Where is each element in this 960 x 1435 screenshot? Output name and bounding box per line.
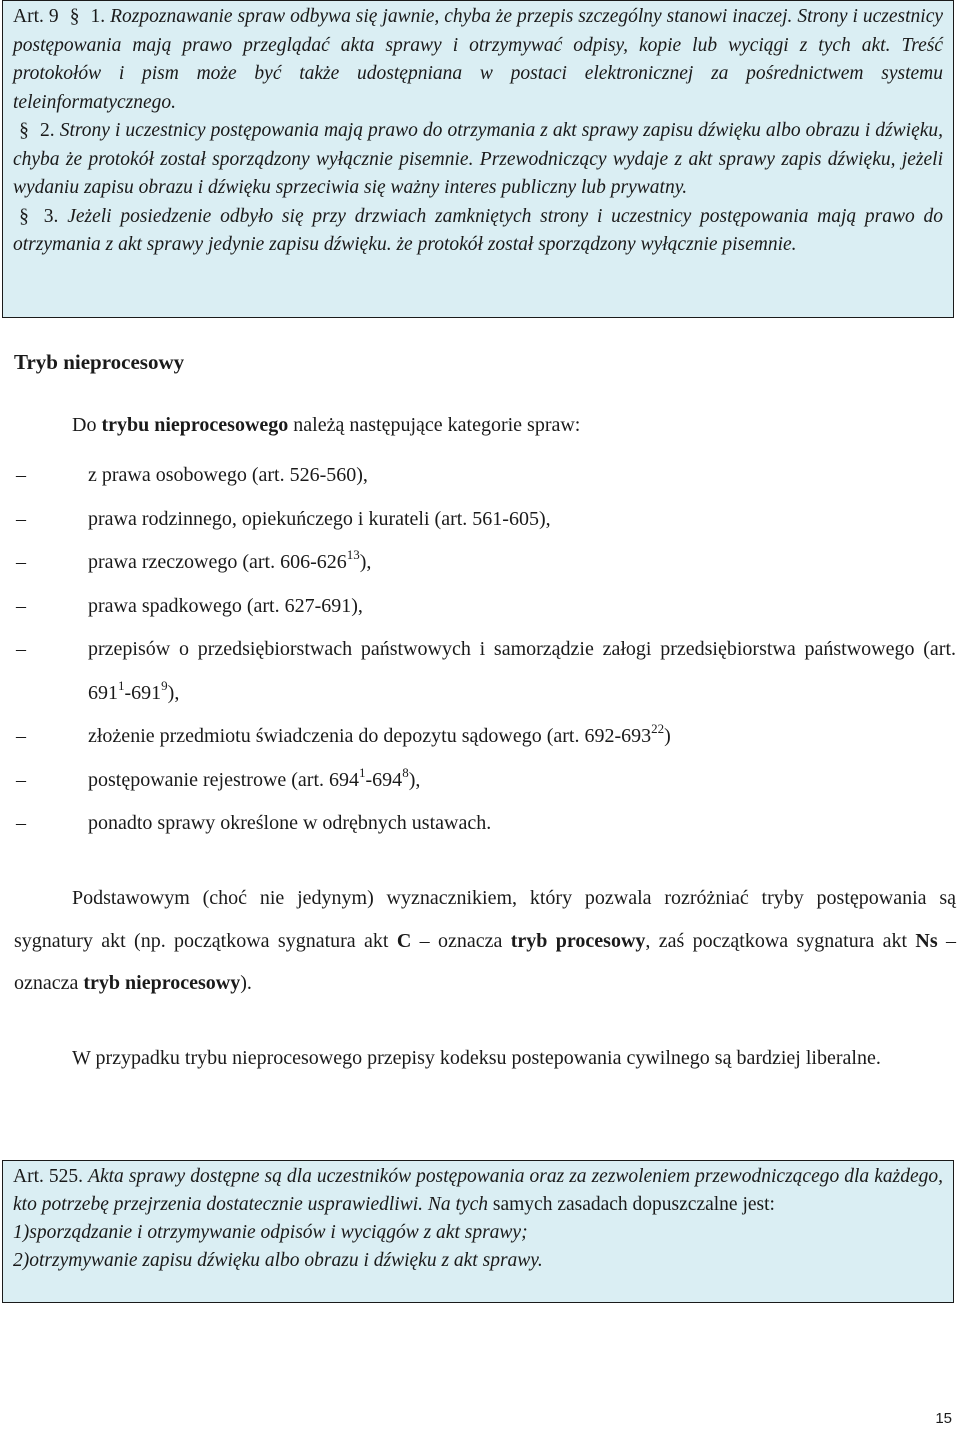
art525-text [13, 1163, 943, 1219]
intro-bold: trybu nieprocesowego [101, 414, 289, 436]
list-item [14, 498, 956, 542]
section-symbol: § [19, 205, 29, 227]
para-text: – oznacza [411, 929, 511, 952]
section-symbol: § [69, 6, 80, 27]
category-list [14, 454, 956, 846]
superscript: 22 [651, 721, 665, 736]
liberal-paragraph: W przypadku trybu nieprocesowego przepisy kodeksu postepowania cywilnego są bardziej liberalne. [72, 1047, 881, 1069]
superscript: 9 [161, 677, 168, 693]
para-bold: C [396, 929, 412, 952]
art9-label: Art. 9 [13, 6, 59, 27]
para-text: , zaś początkowa sygnatura akt [645, 929, 916, 952]
art9-p3-text: Jeżeli posiedzenie odbyło się przy drzwiach zamkniętych strony i uczestnicy postępowania mają prawo do otrzymania z akt sprawy jedynie zapisu dźwięku. że protokół został sporządzony wyłącznie pisemnie. [13, 205, 944, 255]
art525-item-1: 1)sporządzanie i otrzymywanie odpisów i wyciągów z akt sprawy; [13, 1222, 528, 1243]
para-bold: tryb nieprocesowy [83, 972, 241, 994]
list-item-text: ), [359, 551, 372, 573]
list-item-text: prawa rodzinnego, opiekuńczego i kurateli (art. 561-605), [88, 507, 551, 530]
list-item [14, 802, 956, 846]
list-item-text: ) [664, 725, 671, 747]
dash-bullet: – [16, 551, 26, 573]
art9-para-1 [13, 3, 943, 117]
section-heading: Tryb nieprocesowy [14, 350, 185, 374]
list-item [14, 585, 956, 629]
para-text: Podstawowym (choć nie jedynym) wyznacznikiem, który pozwala rozróżniać tryby postępowania są sygnatury akt (np. początkowa sygnatura akt [14, 887, 956, 952]
art525-body-3: samych zasadach dopuszczalne jest: [492, 1194, 775, 1215]
list-item-text: -694 [365, 768, 403, 791]
para-bold: Ns [915, 929, 938, 952]
art525-body: Akta sprawy dostępne są dla uczestników postępowania oraz za zezwoleniem przewodniczącego dla każdego, kto potrzebę przejrzenia dostatecznie usprawiedliwi. [13, 1166, 943, 1215]
art9-p2-text: Strony i uczestnicy postępowania mają prawo do otrzymania z akt sprawy zapisu dźwięku albo obrazu i dźwięku, chyba że protokół został sporządzony wyłącznie pisemnie. Przewodniczący wydaje z akt sprawy zapis dźwięku, jeżeli wydaniu zapisu obrazu i dźwięku sprzeciwia się ważny interes publiczny lub prywatny. [13, 120, 944, 198]
dash-bullet: – [16, 507, 26, 530]
art525-label: Art. 525. [13, 1166, 84, 1187]
list-item [14, 541, 956, 585]
superscript: 13 [346, 547, 360, 562]
signature-paragraph [14, 877, 956, 1005]
list-item-text: prawa rzeczowego (art. 606-626 [88, 551, 347, 573]
list-item-text: postępowanie rejestrowe (art. 694 [88, 768, 360, 791]
list-item [14, 454, 956, 498]
list-item [14, 715, 956, 759]
art525-body-2: Na tych [427, 1194, 488, 1215]
list-item-text: przepisów o przedsiębiorstwach państwowych i samorządzie załogi przedsiębiorstwa państwowego (art. 691 [88, 638, 956, 704]
list-item-text: -691 [124, 681, 162, 704]
art9-p2-num: 2. [40, 120, 55, 141]
list-item-text: ), [408, 768, 421, 791]
list-item-text: z prawa osobowego (art. 526-560), [88, 464, 368, 486]
list-item-text: ponadto sprawy określone w odrębnych ustawach. [88, 812, 492, 834]
intro-text [72, 414, 580, 437]
superscript: 8 [402, 764, 409, 780]
art9-p1-text: Rozpoznawanie spraw odbywa się jawnie, chyba że przepis szczególny stanowi inaczej. Strony i uczestnicy postępowania mają prawo przeglądać akta sprawy i otrzymywać odpisy, kopie lub wyciągi z tych akt. Treść protokołów i pism może być także udostępniana w postaci elektronicznej za pośrednictwem systemu teleinformatycznego. [13, 6, 944, 113]
art525-box [2, 1160, 954, 1303]
art9-box [2, 0, 954, 318]
art9-para-2 [13, 117, 943, 203]
superscript: 1 [118, 677, 125, 693]
para-text: – oznacza [14, 929, 957, 994]
dash-bullet: – [16, 768, 26, 791]
superscript: 1 [359, 764, 366, 780]
para-text: ). [240, 972, 252, 994]
section-symbol: § [19, 120, 29, 141]
para-bold: tryb procesowy [510, 929, 646, 952]
dash-bullet: – [16, 464, 26, 486]
list-item-text: złożenie przedmiotu świadczenia do depozytu sądowego (art. 692-693 [88, 725, 652, 747]
dash-bullet: – [16, 638, 26, 660]
dash-bullet: – [16, 812, 26, 834]
art9-para-3 [13, 203, 943, 260]
dash-bullet: – [16, 594, 26, 617]
art9-p1-num: 1. [90, 6, 106, 27]
intro-before: Do [72, 414, 102, 436]
dash-bullet: – [16, 725, 26, 747]
list-item-text: prawa spadkowego (art. 627-691), [88, 594, 363, 617]
list-item [14, 759, 956, 803]
page-number: 15 [935, 1410, 952, 1427]
art525-item-2: 2)otrzymywanie zapisu dźwięku albo obrazu i dźwięku z akt sprawy. [13, 1250, 543, 1271]
list-item [14, 628, 956, 715]
art9-p3-num: 3. [43, 205, 59, 227]
intro-after: należą następujące kategorie spraw: [288, 414, 581, 436]
list-item-text: ), [167, 681, 180, 704]
